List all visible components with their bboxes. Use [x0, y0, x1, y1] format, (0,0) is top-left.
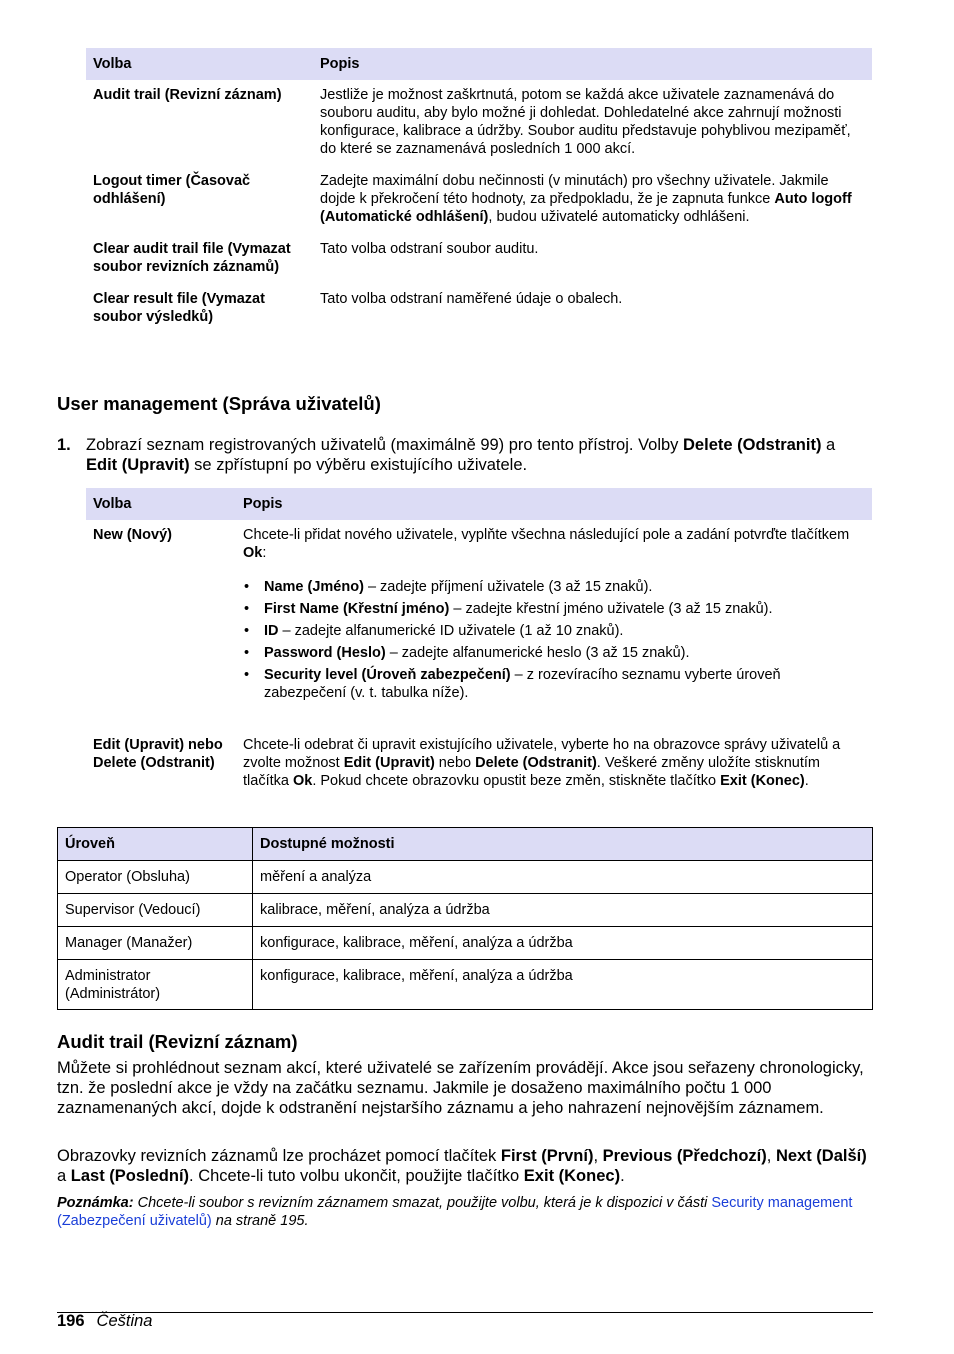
security-levels-table — [57, 827, 873, 1010]
list-item: • Security level (Úroveň zabezpečení) – z rozevíracího seznamu vyberte úroveň zabezpečení (v. t. tabulka níže). — [243, 666, 865, 702]
section-heading-user-management: User management (Správa uživatelů) — [57, 393, 381, 414]
list-item: • First Name (Křestní jméno) – zadejte křestní jméno uživatele (3 až 15 znaků). — [243, 600, 865, 618]
option-name: Edit (Upravit) nebo Delete (Odstranit) — [93, 737, 223, 771]
col-header-popis: Popis — [313, 48, 872, 80]
option-name: New (Nový) — [93, 527, 172, 543]
list-item: • Name (Jméno) – zadejte příjmení uživatele (3 až 15 znaků). — [243, 578, 865, 596]
col-header-popis: Popis — [236, 488, 872, 520]
level-options: konfigurace, kalibrace, měření, analýza a údržba — [253, 960, 873, 1010]
option-desc: Tato volba odstraní soubor auditu. — [320, 241, 539, 257]
table-row — [58, 861, 873, 894]
table-row — [86, 240, 872, 290]
table-row — [86, 172, 872, 240]
level-name: Manager (Manažer) — [58, 927, 253, 960]
option-desc: Tato volba odstraní naměřené údaje o obalech. — [320, 291, 623, 307]
option-name: Logout timer (Časovač odhlášení) — [93, 173, 251, 207]
col-header-volba: Volba — [86, 48, 313, 80]
option-name: Audit trail (Revizní záznam) — [93, 87, 282, 103]
level-options: konfigurace, kalibrace, měření, analýza a údržba — [253, 927, 873, 960]
level-options: měření a analýza — [253, 861, 873, 894]
footer-language: Čeština — [96, 1312, 153, 1330]
level-name: Administrator (Administrátor) — [58, 960, 253, 1010]
option-desc: Chcete-li přidat nového uživatele, vyplňte všechna následující pole a zadání potvrďte tlačítkem Ok: • Name (Jméno) – zadejte příjmení uživatele (3 až 15 znaků). • First Name (Křestní jméno) – zadejte křestní jméno uživatele (3 až 15 znaků). • ID – zadejte alfanumerické ID uživatele (1 až 10 znaků). • Password (Heslo) – zadejte alfanumerické heslo (3 až 15 znaků). • Security level (Úroveň zabezpečení) – z rozevíracího seznamu vyberte úroveň zabezpečení (v. t. tabulka níže). — [236, 520, 872, 720]
options-table-1 — [86, 48, 872, 340]
option-desc: Zadejte maximální dobu nečinnosti (v minutách) pro všechny uživatele. Jakmile dojde k překročení této hodnoty, za předpokladu, že je zapnuta funkce Auto logoff (Automatické odhlášení), budou uživatelé automaticky odhlášeni. — [320, 173, 852, 225]
note: Poznámka: Chcete-li soubor s revizním záznamem smazat, použijte volbu, která je k dispozici v části Security management (Zabezpečení uživatelů) na straně 195. — [57, 1195, 853, 1229]
audit-paragraph-1: Můžete si prohlédnout seznam akcí, které uživatelé se zařízením provádějí. Akce jsou seřazeny chronologicky, tzn. že poslední akce je vždy na začátku seznamu. Jakmile je dosaženo maximálního počtu 1 000 zaznamenaných akcí, dojde k odstranění nejstaršího záznamu a jeho nahrazení nejnovějším záznamem. — [57, 1059, 864, 1117]
table-row — [58, 927, 873, 960]
audit-paragraph-2: Obrazovky revizních záznamů lze procházet pomocí tlačítek First (První), Previous (Předchozí), Next (Další) a Last (Poslední). Chcete-li tuto volbu ukončit, použijte tlačítko Exit (Konec). — [57, 1147, 867, 1185]
table-row — [58, 894, 873, 927]
list-item: • Password (Heslo) – zadejte alfanumerické heslo (3 až 15 znaků). — [243, 644, 865, 662]
options-table-2 — [86, 488, 872, 804]
page-number: 196 — [57, 1312, 85, 1330]
list-item: • ID – zadejte alfanumerické ID uživatele (1 až 10 znaků). — [243, 622, 865, 640]
col-header-options: Dostupné možnosti — [253, 828, 873, 861]
level-name: Supervisor (Vedoucí) — [58, 894, 253, 927]
table-row — [86, 80, 872, 172]
option-name: Clear result file (Vymazat soubor výsledků) — [93, 291, 265, 325]
table-row — [86, 720, 872, 804]
level-options: kalibrace, měření, analýza a údržba — [253, 894, 873, 927]
option-desc: Chcete-li odebrat či upravit existujícího uživatele, vyberte ho na obrazovce správy uživatelů a zvolte možnost Edit (Upravit) nebo Delete (Odstranit). Veškeré změny uložíte stisknutím tlačítka Ok. Pokud chcete obrazovku opustit beze změn, stiskněte tlačítko Exit (Konec). — [243, 737, 841, 789]
level-name: Operator (Obsluha) — [58, 861, 253, 894]
note-label: Poznámka: — [57, 1195, 134, 1211]
option-desc: Jestliže je možnost zaškrtnutá, potom se každá akce uživatele zaznamenává do souboru auditu, aby bylo možné ji dohledat. Dohledatelné akce zahrnují možnosti konfigurace, kalibrace a údržby. Soubor auditu představuje pohyblivou mezipaměť, do které se zaznamenává posledních 1 000 akcí. — [320, 87, 851, 157]
col-header-volba: Volba — [86, 488, 236, 520]
table-row — [58, 960, 873, 1010]
security-management-link[interactable]: Security management (Zabezpečení uživatelů) — [57, 1195, 853, 1229]
step-1: 1. Zobrazí seznam registrovaných uživatelů (maximálně 99) pro tento přístroj. Volby Delete (Odstranit) a Edit (Upravit) se zpřístupní po výběru existujícího uživatele. — [57, 436, 836, 474]
page-footer — [57, 1311, 152, 1331]
field-list — [243, 578, 865, 702]
col-header-level: Úroveň — [58, 828, 253, 861]
table-row — [86, 520, 872, 720]
footer-divider — [57, 1312, 873, 1313]
table-row — [86, 290, 872, 340]
option-name: Clear audit trail file (Vymazat soubor revizních záznamů) — [93, 241, 291, 275]
section-heading-audit-trail: Audit trail (Revizní záznam) — [57, 1031, 298, 1052]
